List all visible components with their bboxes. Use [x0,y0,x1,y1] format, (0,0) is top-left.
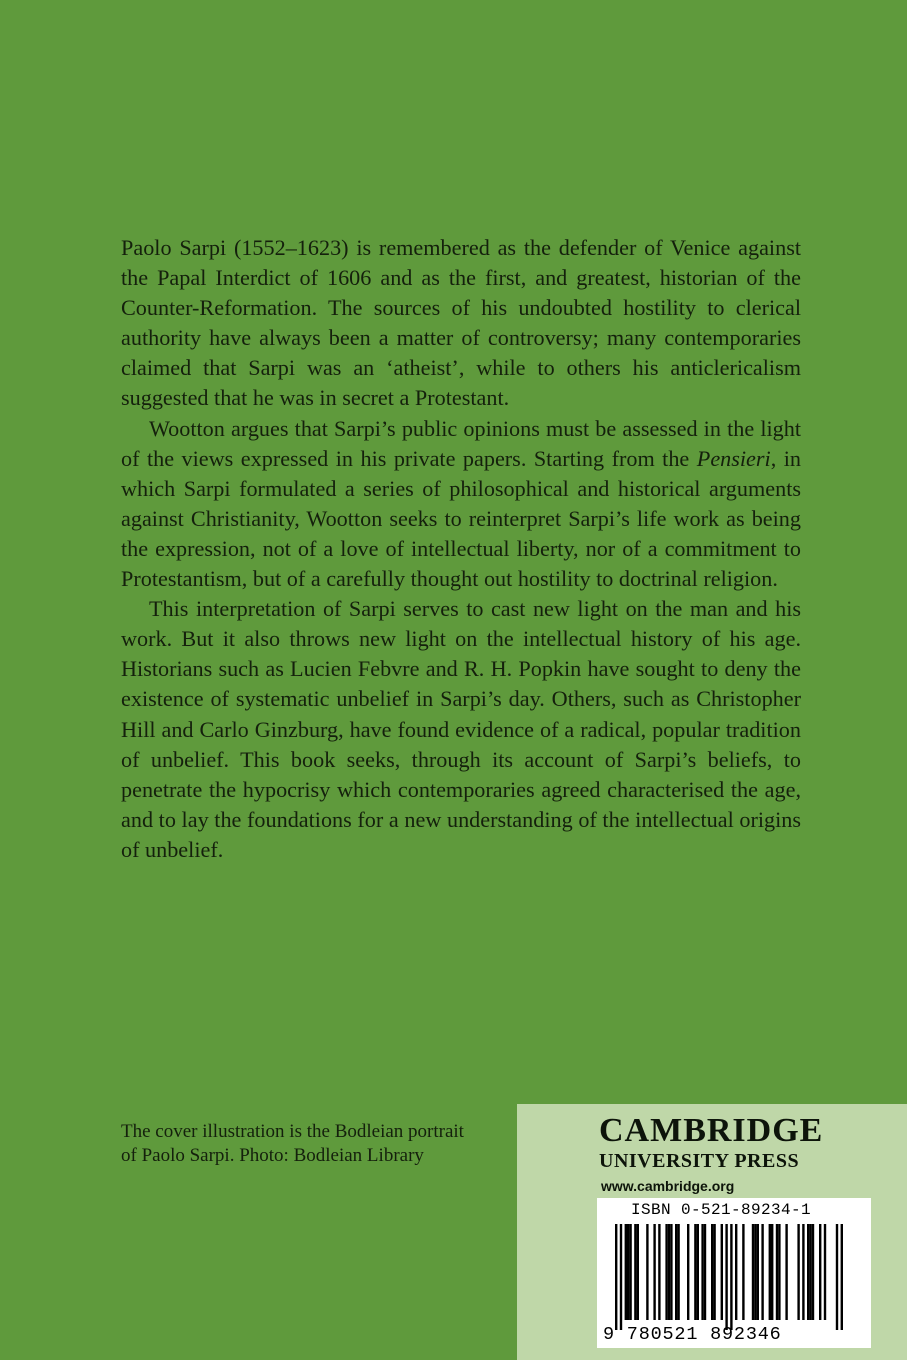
barcode-bar [752,1224,754,1320]
barcode-bar [769,1224,771,1320]
credit-line-1: The cover illustration is the Bodleian portrait [121,1121,464,1142]
barcode-bar [812,1224,814,1320]
barcode-bar [809,1224,811,1320]
barcode-bar [677,1224,679,1320]
barcode-bar [776,1224,778,1320]
barcode-bar [713,1224,715,1320]
barcode-bar [824,1224,826,1320]
blurb-paragraph-1: Paolo Sarpi (1552–1623) is remembered as the defender of Venice against the Papal Interdict of 1606 and as the first, and greatest, historian of the Counter-Reformation. The sources of his undoubted hostility to clerical authority have always been a matter of controversy; many contemporaries claimed that Sarpi was an ‘atheist’, while to others his anticlericalism suggested that he was in secret a Protestant. [121,235,801,411]
barcode-bar [730,1224,732,1330]
publisher-name: CAMBRIDGE [599,1112,824,1149]
barcode-bar [658,1224,660,1320]
barcode-bar [670,1224,672,1320]
blurb-paragraph-2 [121,414,801,595]
barcode-bar [675,1224,677,1320]
barcode-bar [735,1224,737,1320]
barcode-bar [797,1224,799,1320]
blurb-paragraph-2-rest: , in which Sarpi formulated a series of philosophical and historical arguments against Christianity, Wootton seeks to reinterpret Sarpi’s life work as being the expression, not of a love of intellectual liberty, nor of a commitment to Protestantism, but of a carefully thought out hostility to doctrinal religion. [121,445,801,592]
barcode-bar [629,1224,631,1320]
barcode-bar [711,1224,713,1320]
barcode-bar [627,1224,629,1320]
barcode-bar [841,1224,843,1330]
barcode-bar [646,1224,648,1320]
barcode-bar [721,1224,723,1320]
barcode-bar [761,1224,763,1320]
blurb-pensieri-title: Pensieri [696,445,771,471]
barcode-bar [701,1224,703,1320]
ean-digits: 9 780521 892346 [603,1324,782,1345]
barcode-bar [665,1224,667,1320]
blurb-paragraph-3: This interpretation of Sarpi serves to cast new light on the man and his work. But it also throws new light on the intellectual history of his age. Historians such as Lucien Febvre and R. H. Popkin have sought to deny the existence of systematic unbelief in Sarpi’s day. Others, such as Christopher Hill and Carlo Ginzburg, have found evidence of a radical, popular tradition of unbelief. This book seeks, through its account of Sarpi’s beliefs, to penetrate the hypocrisy which contemporaries agreed characterised the age, and to lay the foundations for a new understanding of the intellectual origins of unbelief. [121,596,801,862]
barcode-bar [615,1224,617,1330]
barcode-icon [615,1224,853,1330]
barcode-bar [704,1224,706,1320]
cover-illustration-credit [121,1120,521,1168]
isbn-label: ISBN 0-521-89234-1 [631,1201,812,1219]
barcode-bar [742,1224,744,1320]
barcode-bar [807,1224,809,1320]
barcode-bar [694,1224,696,1320]
barcode-bar [697,1224,699,1320]
publisher-panel [517,1104,907,1360]
back-cover-blurb [121,233,801,865]
barcode-bar [778,1224,780,1320]
barcode-bar [637,1224,639,1320]
barcode-bar [785,1224,787,1320]
barcode-bar [620,1224,622,1330]
barcode-bar [668,1224,670,1320]
barcode-bar [757,1224,759,1320]
barcode-bar [634,1224,636,1320]
barcode-bar [687,1224,689,1320]
barcode-bar [653,1224,655,1320]
credit-line-2: of Paolo Sarpi. Photo: Bodleian Library [121,1145,424,1166]
barcode-box [597,1198,871,1348]
barcode-bar [836,1224,838,1330]
barcode-bar [802,1224,804,1320]
barcode-bar [771,1224,773,1320]
barcode-bar [819,1224,821,1320]
barcode-bar [754,1224,756,1320]
barcode-bar [625,1224,627,1320]
blurb-paragraph-2-lead: Wootton argues that Sarpi’s public opinions must be assessed in the light of the views expressed in his private papers. Starting from the [121,415,801,471]
publisher-subtitle: UNIVERSITY PRESS [599,1150,800,1172]
publisher-website: www.cambridge.org [601,1178,735,1194]
barcode-bar [725,1224,727,1330]
